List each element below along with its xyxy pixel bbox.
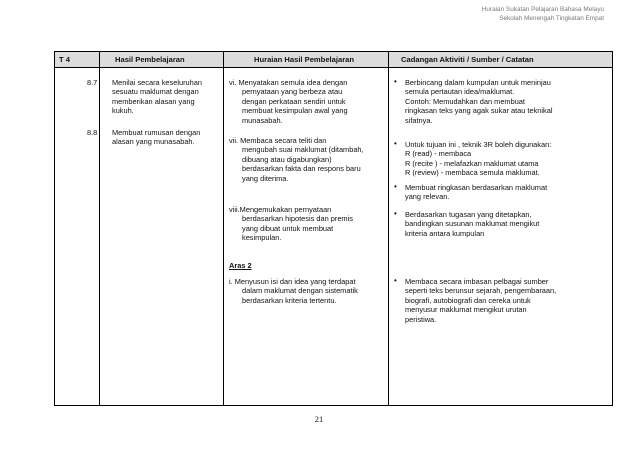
outcome-text: Membuat rumusan dengan alasan yang munasabah. bbox=[112, 128, 201, 147]
bullet: • bbox=[394, 276, 397, 285]
page-number: 21 bbox=[314, 414, 324, 424]
outcome-number: 8.8 bbox=[87, 128, 98, 137]
column-divider bbox=[223, 52, 224, 405]
bullet: • bbox=[394, 209, 397, 218]
header-line-1: Huraian Sukatan Pelajaran Bahasa Melayu bbox=[481, 6, 604, 13]
level-heading: Aras 2 bbox=[229, 261, 252, 270]
bullet: • bbox=[394, 77, 397, 86]
description-item: vi. Menyatakan semula idea dengan pernyataan yang berbeza atau dengan perkataan sendiri untuk membuat kesimpulan awal yang munasabah. bbox=[229, 78, 348, 125]
header-huraian: Huraian Hasil Pembelajaran bbox=[254, 55, 355, 64]
running-header bbox=[482, 5, 604, 23]
activity-item: Berbincang dalam kumpulan untuk meninjau semula pertautan idea/maklumat. Contoh: Memudahkan dan membuat ringkasan teks yang agak sukar atau teknikal sifatnya. bbox=[405, 78, 553, 125]
header-line-2: Sekolah Menengah Tingkatan Empat bbox=[499, 15, 604, 22]
header-hasil-pembelajaran: Hasil Pembelajaran bbox=[115, 55, 185, 64]
outcome-number: 8.7 bbox=[87, 78, 98, 87]
bullet: • bbox=[394, 139, 397, 148]
description-item: i. Menyusun isi dan idea yang terdapat dalam maklumat dengan sistematik berdasarkan kriteria tertentu. bbox=[229, 277, 358, 305]
header-cadangan: Cadangan Aktiviti / Sumber / Catatan bbox=[401, 55, 534, 64]
activity-item: Membaca secara imbasan pelbagai sumber seperti teks berunsur sejarah, pengembaraan, biografi, autobiografi dan cereka untuk menyusur maklumat mengikut urutan peristiwa. bbox=[405, 277, 557, 324]
syllabus-table bbox=[54, 51, 613, 406]
bullet: • bbox=[394, 182, 397, 191]
description-item: vii. Membaca secara teliti dan mengubah suai maklumat (ditambah, dibuang atau digabungkan) berdasarkan fakta dan respons baru yang diterima. bbox=[229, 136, 364, 183]
activity-item: Untuk tujuan ini , teknik 3R boleh digunakan: R (read) - membaca R (recite ) - melafazkan maklumat utama R (review) - membaca semula maklumat. bbox=[405, 140, 552, 178]
description-item: viii.Mengemukakan pernyataan berdasarkan hipotesis dan premis yang dibuat untuk membuat kesimpulan. bbox=[229, 205, 353, 243]
header-t4: T 4 bbox=[59, 55, 70, 64]
activity-item: Membuat ringkasan berdasarkan maklumat yang relevan. bbox=[405, 183, 548, 202]
activity-item: Berdasarkan tugasan yang ditetapkan, bandingkan susunan maklumat mengikut kriteria antara kumpulan bbox=[405, 210, 540, 238]
column-divider bbox=[99, 52, 100, 405]
outcome-text: Menilai secara keseluruhan sesuatu maklumat dengan memberikan alasan yang kukuh. bbox=[112, 78, 202, 116]
column-divider bbox=[388, 52, 389, 405]
